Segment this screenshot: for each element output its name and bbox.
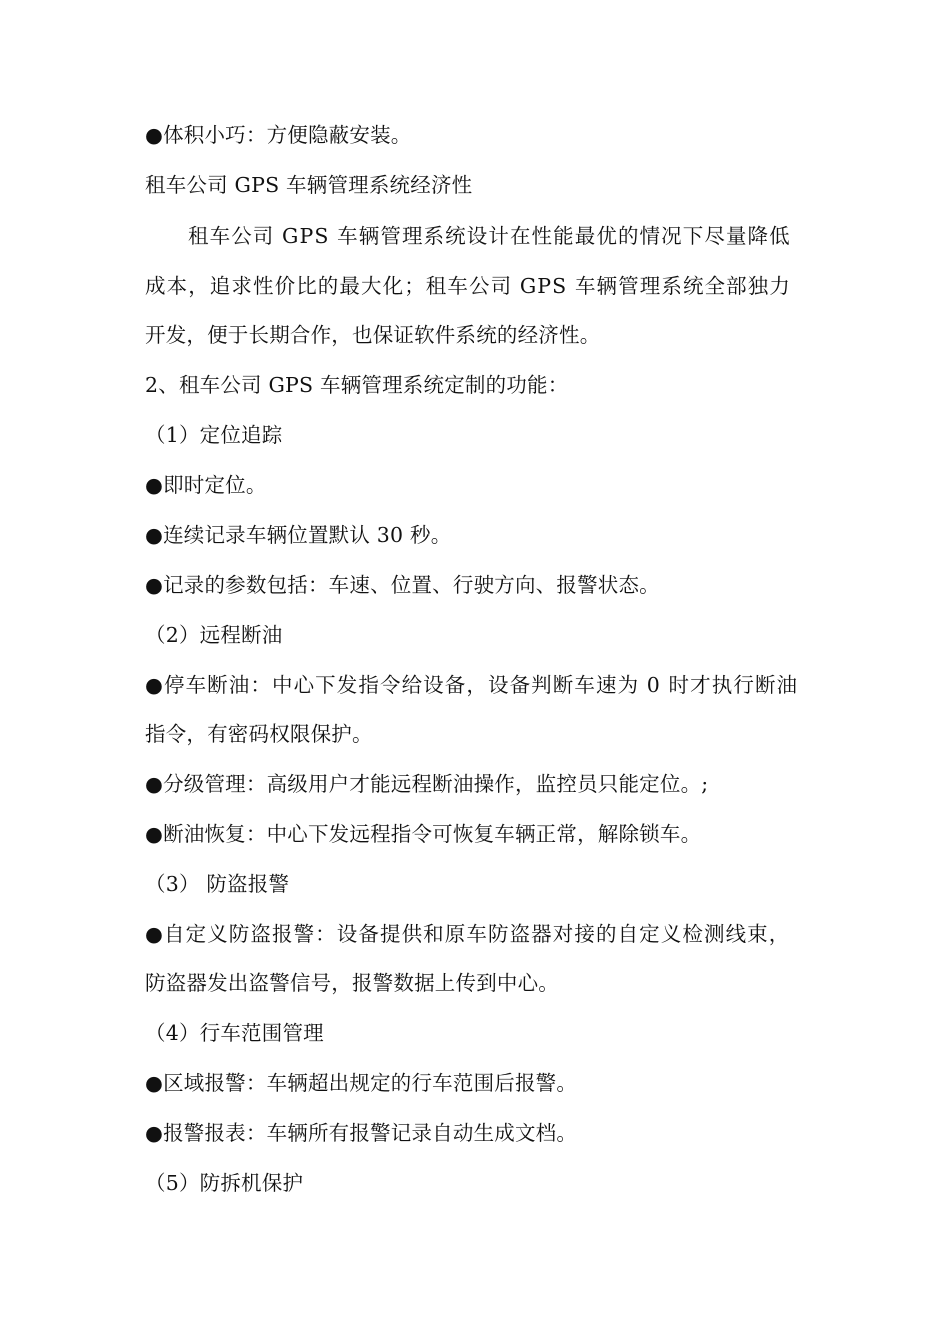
subheading-remote-fuel-cut: （2）远程断油 <box>145 623 283 647</box>
subheading-anti-dismantle: （5）防拆机保护 <box>145 1171 304 1195</box>
bullet-realtime-location: ●即时定位。 <box>145 473 267 497</box>
bullet-record-params: ●记录的参数包括：车速、位置、行驶方向、报警状态。 <box>145 573 660 597</box>
bullet-tiered-management: ●分级管理：高级用户才能远程断油操作，监控员只能定位。; <box>145 772 709 796</box>
section-heading-functions: 2、租车公司 GPS 车辆管理系统定制的功能： <box>145 373 569 397</box>
bullet-fuel-restore: ●断油恢复：中心下发远程指令可恢复车辆正常，解除锁车。 <box>145 822 702 846</box>
paragraph-line-2: 成本，追求性价比的最大化；租车公司 GPS 车辆管理系统全部独力 <box>145 274 791 298</box>
bullet-continuous-record: ●连续记录车辆位置默认 30 秒。 <box>145 523 452 547</box>
bullet-stop-fuel-cut: ●停车断油：中心下发指令给设备，设备判断车速为 0 时才执行断油 <box>145 673 799 697</box>
section-heading-economy: 租车公司 GPS 车辆管理系统经济性 <box>145 173 473 197</box>
bullet-alarm-report: ●报警报表：车辆所有报警记录自动生成文档。 <box>145 1121 578 1145</box>
paragraph-line-3: 开发，便于长期合作，也保证软件系统的经济性。 <box>145 323 601 347</box>
bullet-custom-alarm: ●自定义防盗报警：设备提供和原车防盗器对接的自定义检测线束， <box>145 922 791 946</box>
bullet-area-alarm: ●区域报警：车辆超出规定的行车范围后报警。 <box>145 1071 578 1095</box>
subheading-anti-theft: （3） 防盗报警 <box>145 872 290 896</box>
bullet-small-size: ●体积小巧：方便隐蔽安装。 <box>145 123 412 147</box>
bullet-stop-fuel-cut-cont: 指令，有密码权限保护。 <box>145 722 373 746</box>
bullet-custom-alarm-cont: 防盗器发出盗警信号，报警数据上传到中心。 <box>145 971 559 995</box>
subheading-driving-range: （4）行车范围管理 <box>145 1021 324 1045</box>
subheading-positioning: （1）定位追踪 <box>145 423 283 447</box>
paragraph-line-1: 租车公司 GPS 车辆管理系统设计在性能最优的情况下尽量降低 <box>188 224 791 248</box>
